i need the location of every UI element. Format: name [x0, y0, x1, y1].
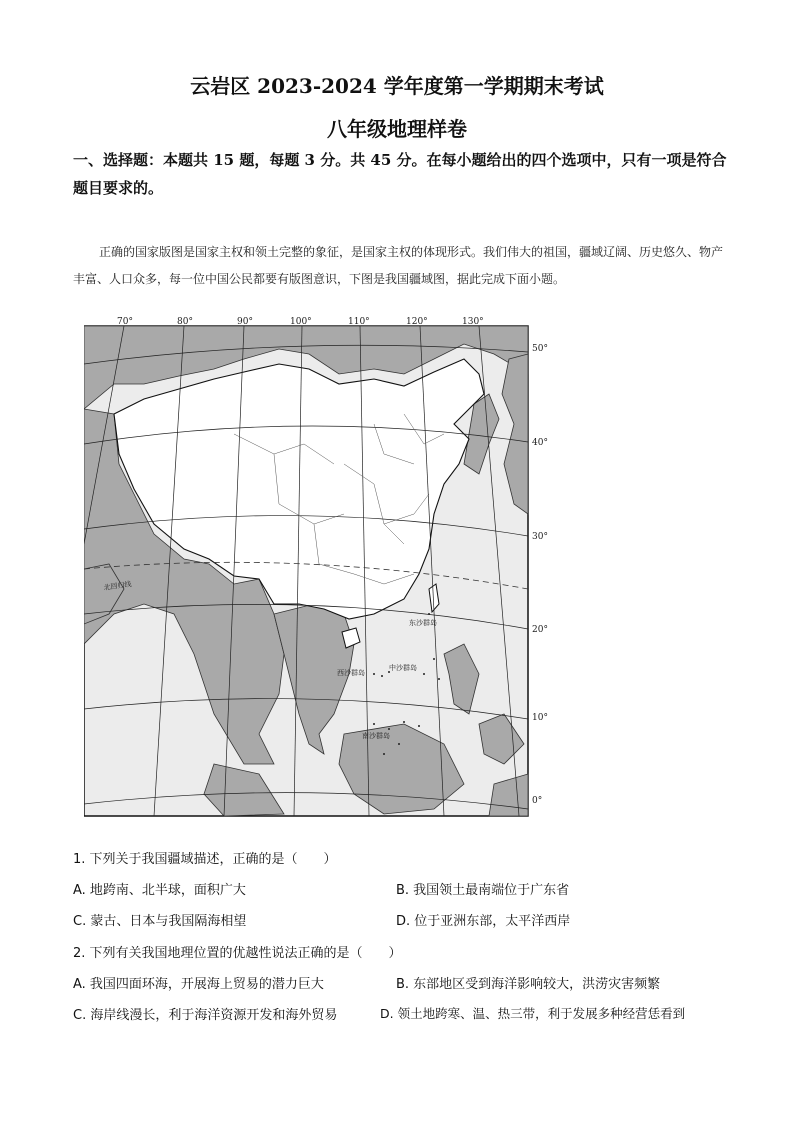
question-1-option-d: D. 位于亚洲东部，太平洋西岸	[396, 914, 571, 929]
question-1-stem: 1. 下列关于我国疆域描述，正确的是（ ）	[73, 852, 337, 867]
intro-paragraph	[73, 239, 728, 293]
lon-label-130: 130°	[462, 317, 484, 327]
lat-label-10: 10°	[532, 713, 548, 723]
exam-title: 云岩区 2023-2024 学年度第一学期期末考试	[190, 74, 604, 98]
tropic-label: 北回归线	[103, 580, 133, 592]
question-2-option-c: C. 海岸线漫长，利于海洋资源开发和海外贸易	[73, 1008, 338, 1023]
question-2-stem: 2. 下列有关我国地理位置的优越性说法正确的是（ ）	[73, 946, 402, 961]
question-1-option-a: A. 地跨南、北半球，面积广大	[73, 883, 246, 898]
question-2-option-d: D. 领土地跨寒、温、热三带，利于发展多种经营恁看到	[380, 1006, 686, 1021]
lat-label-50: 50°	[532, 344, 548, 354]
question-2-option-a: A. 我国四面环海，开展海上贸易的潜力巨大	[73, 977, 324, 992]
lon-label-110: 110°	[348, 317, 370, 327]
dongsha-label: 东沙群岛	[409, 619, 437, 627]
lat-label-40: 40°	[532, 438, 548, 448]
nansha-label: 南沙群岛	[362, 732, 390, 740]
lat-label-30: 30°	[532, 532, 548, 542]
lon-label-100: 100°	[290, 317, 312, 327]
question-1-option-b: B. 我国领土最南端位于广东省	[396, 883, 570, 898]
china-territory-map	[84, 314, 554, 818]
section-heading: 一、选择题：本题共 15 题，每题 3 分。共 45 分。在每小题给出的四个选项中，只有一项是符合题目要求的。	[73, 151, 727, 197]
lon-label-120: 120°	[406, 317, 428, 327]
question-1-option-c: C. 蒙古、日本与我国隔海相望	[73, 914, 247, 929]
question-2-option-b: B. 东部地区受到海洋影响较大，洪涝灾害频繁	[396, 977, 661, 992]
lon-label-70: 70°	[117, 317, 133, 327]
lat-label-20: 20°	[532, 625, 548, 635]
lon-label-90: 90°	[237, 317, 253, 327]
lat-label-0: 0°	[532, 796, 543, 806]
intro-text: 正确的国家版图是国家主权和领土完整的象征，是国家主权的体现形式。我们伟大的祖国，疆域辽阔、历史悠久、物产丰富、人口众多，每一位中国公民都要有版图意识，下图是我国疆域图，据此完成下面小题。	[73, 245, 724, 286]
zhongsha-label: 中沙群岛	[389, 664, 417, 672]
exam-subtitle: 八年级地理样卷	[327, 117, 467, 141]
lon-label-80: 80°	[177, 317, 193, 327]
xisha-label: 西沙群岛	[337, 669, 365, 677]
